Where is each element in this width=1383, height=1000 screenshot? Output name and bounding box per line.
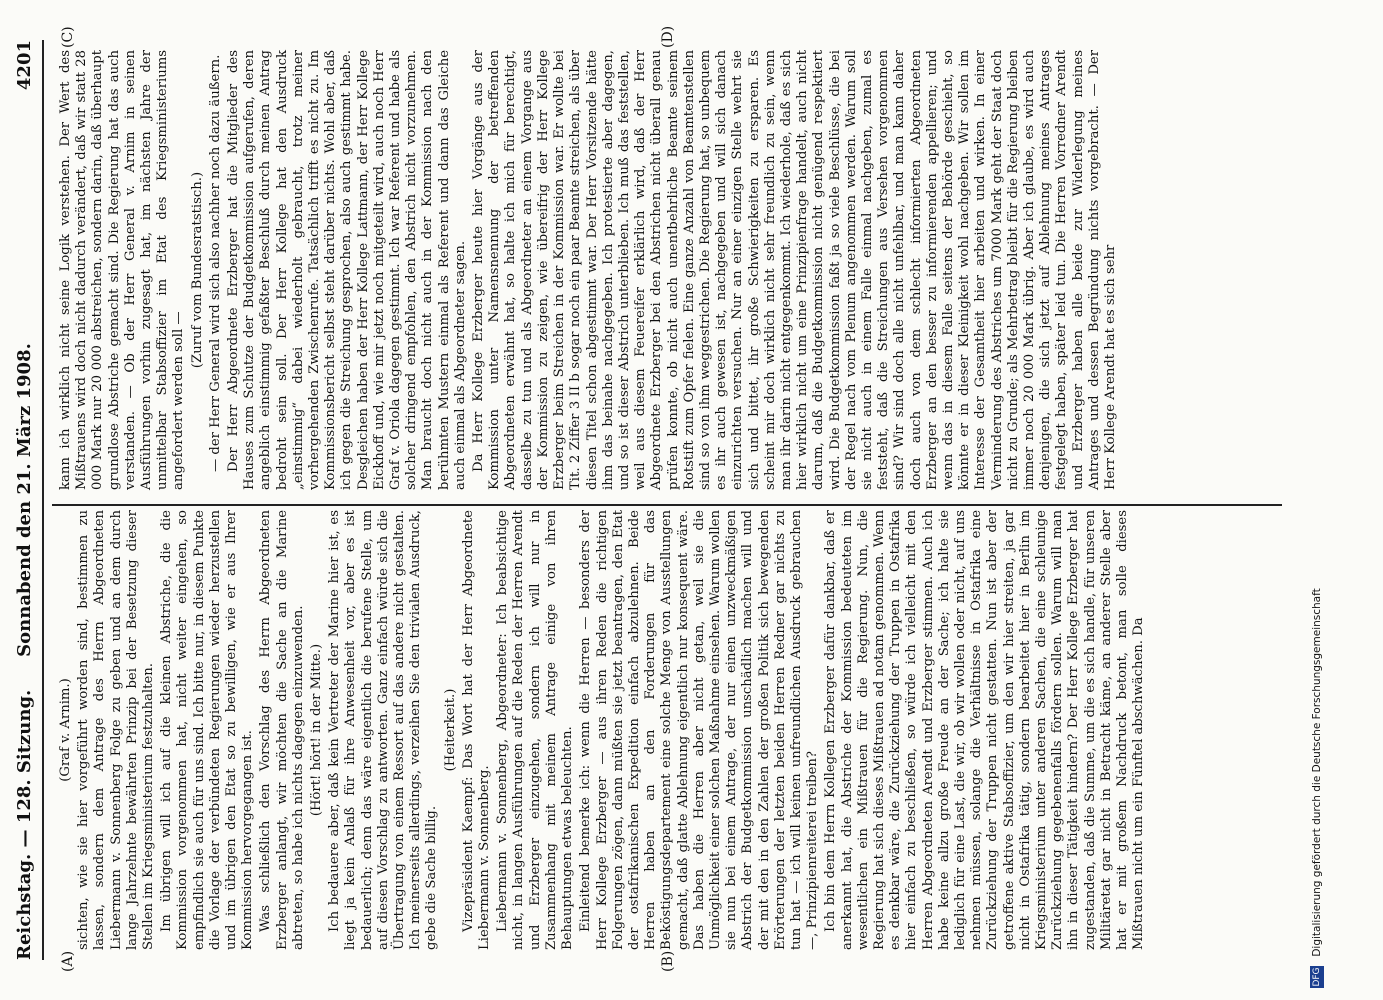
interjection: (Heiterkeit.)	[442, 688, 458, 772]
paragraph: Da Herr Kollege Erzberger heute hier Vorgänge aus der Kommission unter Namensnennung der betreffenden Abgeordneten erwähnt hat, so halte ich mich für berechtigt, dasselbe zu tun und als Abgeordneter an einem Vorgange aus der Kommission zu zeigen, wie übereifrig der Herr Kollege Erzberger beim Streichen in der Kommission war. Er wollte bei Tit. 2 Ziffer 3 II b sogar noch ein paar Beamte streichen, als über diesen Titel schon abgestimmt war. Der Herr Vorsitzende hätte ihm das beinahe nachgegeben. Ich protestierte aber dagegen, und so ist dieser Abstrich unterblieben. Ich muß das feststellen, weil aus diesem Feuereifer erklärlich wird, daß der Herr Abgeordnete Erzberger bei den Abstrichen nicht überall genau prüfen konnte, ob nicht auch unentbehrliche Beamte seinem Rotstift zum Opfer fielen. Eine ganze Anzahl von Beamtenstellen sind so von ihm weggestrichen. Die Regierung hat, so unbequem es ihr auch gewesen ist, nachgegeben und will sich danach einzurichten versuchen. Nur an einer einzigen Stelle wehrt sie sich und bittet, ihr große Schwierigkeiten zu ersparen. Es scheint mir doch wirklich nicht sehr freundlich zu sein, wenn man ihr darin nicht entgegenkommt. Ich wiederhole, daß es sich hier wirklich nicht um eine Prinzipienfrage handelt, auch nicht darum, daß die Budgetkommission nicht genügend respektiert wird. Die Budgetkommission faßt ja so viele Beschlüsse, die bei der Regel nach vom Plenum angenommen werden. Warum soll sie nicht auch in einem Falle einmal nachgeben, zumal es feststeht, daß die Streichungen aus Versehen vorgenommen sind? Wir sind doch alle nicht unfehlbar, und man kann daher doch auch von dem schlecht informierten Abgeordneten Erzberger an den besser zu informierenden appellieren; und wenn das in diesem Falle seitens der Behörde geschieht, so könnte er in dieser Kleinigkeit wohl nachgeben. Wir sollen im Interesse der Gesamtheit hier arbeiten und wirken. In einer Verminderung des Abstriches um 7000 Mark geht der Staat doch nicht zu Grunde; als Mehrbetrag bleibt für die Regierung bleiben immer noch 20 000 Mark übrig. Aber ich glaube, es wird auch denjenigen, die sich jetzt auf Ablehnung meines Antrages festgelegt haben, später leid tun. Die Herren Vorredner Arendt und Erzberger haben alle beide zur Widerlegung meines Antrages und dessen Begründung nichts vorgebracht. — Der Herr Kollege Arendt hat es sich sehr	[471, 50, 1118, 490]
paragraph: Was schließlich den Vorschlag des Herrn Abgeordneten Erzberger anlangt, wir möchten die Sache an die Marine abtreten, so habe ich nichts dagegen einzuwenden.	[258, 510, 306, 950]
margin-marker-b: (B)	[660, 950, 676, 972]
margin-marker-a: (A)	[60, 950, 76, 972]
right-text-column	[58, 50, 1121, 490]
dfg-logo: DFG	[1312, 967, 1322, 987]
interjection: (Hört! hört! in der Mitte.)	[309, 643, 325, 817]
paragraph: Der Herr Abgeordnete Erzberger hat die Mitglieder des Hauses zum Schutze der Budgetkommission aufgerufen, deren angeblich einstimmig gefaßter Beschluß durch meinen Antrag bedroht sein soll. Der Herr Kollege hat den Ausdruck „einstimmig“ dabei wiederholt gebraucht, trotz meiner vorhergehenden Zwischenrufe. Tatsächlich trifft es nicht zu. Im Kommissionsbericht selbst steht darüber nichts. Wohl aber, daß ich gegen die Streichung gesprochen, also auch gestimmt habe. Desgleichen haben der Herr Kollege Lattmann, der Herr Kollege Eickhoff und, wie mir jetzt noch mitgeteilt wird, auch noch Herr Graf v. Oriola dagegen gestimmt. Ich war Referent und habe als solcher dringend empfohlen, den Abstrich nicht vorzunehmen. Man braucht doch nicht auch in der Kommission nach den berühmten Mustern einmal als Referent und dann das Gleiche auch einmal als Abgeordneter sagen.	[226, 50, 468, 490]
interjection: (Zuruf vom Bundesratstisch.)	[189, 171, 205, 369]
paragraph: Einleitend bemerke ich: wenn die Herren — besonders der Herr Kollege Erzberger — aus ihren Reden die richtigen Folgerungen zögen, dann müßten sie jetzt beantragen, den Etat der ostafrikanischen Expedition einfach abzulehnen. Beide Herren haben an den Forderungen für das Beköstigungsdepartement eine solche Menge von Ausstellungen gemacht, daß glatte Ablehnung eigentlich nur konsequent wäre. Das haben die Herren aber nicht getan, weil sie die Unmöglichkeit einer solchen Maßnahme einsehen. Warum wollen sie nun bei einem Antrage, der nur einen unzweckmäßigen Abstrich der Budgetkommission unschädlich machen will und der mit den in den Zahlen der großen Politik sich bewegenden Erörterungen der letzten beiden Herren Redner gar nichts zu tun hat — ich will keinen unfreundlichen Ausdruck gebrauchen —, Prinzipienreiterei treiben?	[578, 510, 821, 950]
paragraph: sichten, wie sie hier vorgeführt worden sind, bestimmen zu lassen, sondern dem Antrage des Herrn Abgeordneten Liebermann v. Sonnenberg Folge zu geben und an dem durch lange Jahrzehnte bewährten Prinzip bei der Besetzung dieser Stellen im Kriegsministerium festzuhalten.	[76, 510, 157, 950]
paragraph: kann ich wirklich nicht seine Logik verstehen. Der Wert des Mißtrauens wird doch nicht dadurch verändert, daß wir statt 28 000 Mark nur 20 000 abstreichen, sondern darin, daß überhaupt grundlose Abstriche gemacht sind. Die Regierung hat das auch verstanden. — Ob der Herr General v. Arnim in seinen Ausführungen vorhin zugesagt hat, im nächsten Jahre der unmittelbar Stabsoffizier im Etat des Kriegsministeriums angefordert werden soll —	[58, 50, 187, 490]
digitization-credit	[1310, 8, 1324, 988]
paragraph: — der Herr General wird sich also nachher noch dazu äußern.	[207, 54, 223, 472]
credit-text: Digitalisierung gefördert durch die Deutsche Forschungsgemeinschaft	[1311, 588, 1323, 957]
header-left: Reichstag. — 128. Sitzung.	[14, 689, 35, 960]
paragraph: Liebermann v. Sonnenberg, Abgeordneter: Ich beabsichtige nicht, in langen Ausführungen auf die Reden der Herren Arendt und Erzberger einzugehen, sondern ich will nur in Zusammenhang mit meinem Antrage einige von ihren Behauptungen etwas beleuchten.	[495, 510, 576, 950]
margin-marker-d: (D)	[660, 25, 676, 48]
left-text-column	[58, 510, 1149, 950]
margin-marker-c: (C)	[60, 26, 76, 48]
paragraph: Ich bin dem Herrn Kollegen Erzberger dafür dankbar, daß er anerkannt hat, die Abstriche der Kommission bedeuteten im wesentlichen ein Mißtrauen für die Regierung. Nun, die Regierung hat sich dieses Mißtrauen ad notam genommen. Wenn es denkbar wäre, die Zurückziehung der Truppen in Ostafrika hier einfach zu beschließen, so würde ich vielleicht mit den Herren Abgeordneten Arendt und Erzberger stimmen. Auch ich habe keine allzu große Freude an der Sache; ich halte sie lediglich für eine Last, die wir, ob wir wollen oder nicht, auf uns nehmen müssen, solange die Verhältnisse in Ostafrika eine Zurückziehung der Truppen nicht gestatten. Nun ist aber der getroffene aktive Stabsoffizier, um den wir hier streiten, ja gar nicht in Ostafrika tätig, sondern bearbeitet hier in Berlin im Kriegsministerium unter anderen Sachen, die eine schleunige Zurückziehung gegebenenfalls fördern sollen. Warum will man ihn in dieser Tätigkeit hindern? Der Herr Kollege Erzberger hat zugestanden, daß die Summe, um die es sich handle, für unseren Militäretat gar nicht in Betracht käme, an anderer Stelle aber hat er mit großem Nachdruck betont, man solle dieses Mißtrauen nicht um ein Fünftel abschwächen. Da	[823, 510, 1147, 950]
page-number: 4201	[14, 40, 35, 91]
header-date: Sonnabend den 21. März 1908.	[14, 343, 35, 657]
paragraph: Im übrigen will ich auf die kleinen Abstriche, die die Kommission vorgenommen hat, nicht weiter eingehen, so empfindlich sie auch für uns sind. Ich bitte nur, in diesem Punkte die Vorlage der verbündeten Regierungen wieder herzustellen und im übrigen den Etat so zu bewilligen, wie er aus Ihrer Kommission hervorgegangen ist.	[159, 510, 256, 950]
paragraph: Vizepräsident Kaempf: Das Wort hat der Herr Abgeordnete Liebermann v. Sonnenberg.	[460, 510, 493, 950]
paragraph: Ich bedauere aber, daß kein Vertreter der Marine hier ist, es liegt ja kein Anlaß für ihre Anwesenheit vor, aber es ist bedauerlich; denn das wäre eigentlich die berufene Stelle, um auf diesen Vorschlag zu antworten. Ganz einfach würde sich die Übertragung von einem Ressort auf das andere nicht gestalten. Ich meinerseits allerdings, verzeihen Sie den trivialen Ausdruck, gebe die Sache billig.	[327, 510, 440, 950]
interjection: (Graf v. Arnim.)	[58, 678, 73, 782]
page-header	[8, 40, 44, 960]
column-divider	[52, 504, 1282, 506]
